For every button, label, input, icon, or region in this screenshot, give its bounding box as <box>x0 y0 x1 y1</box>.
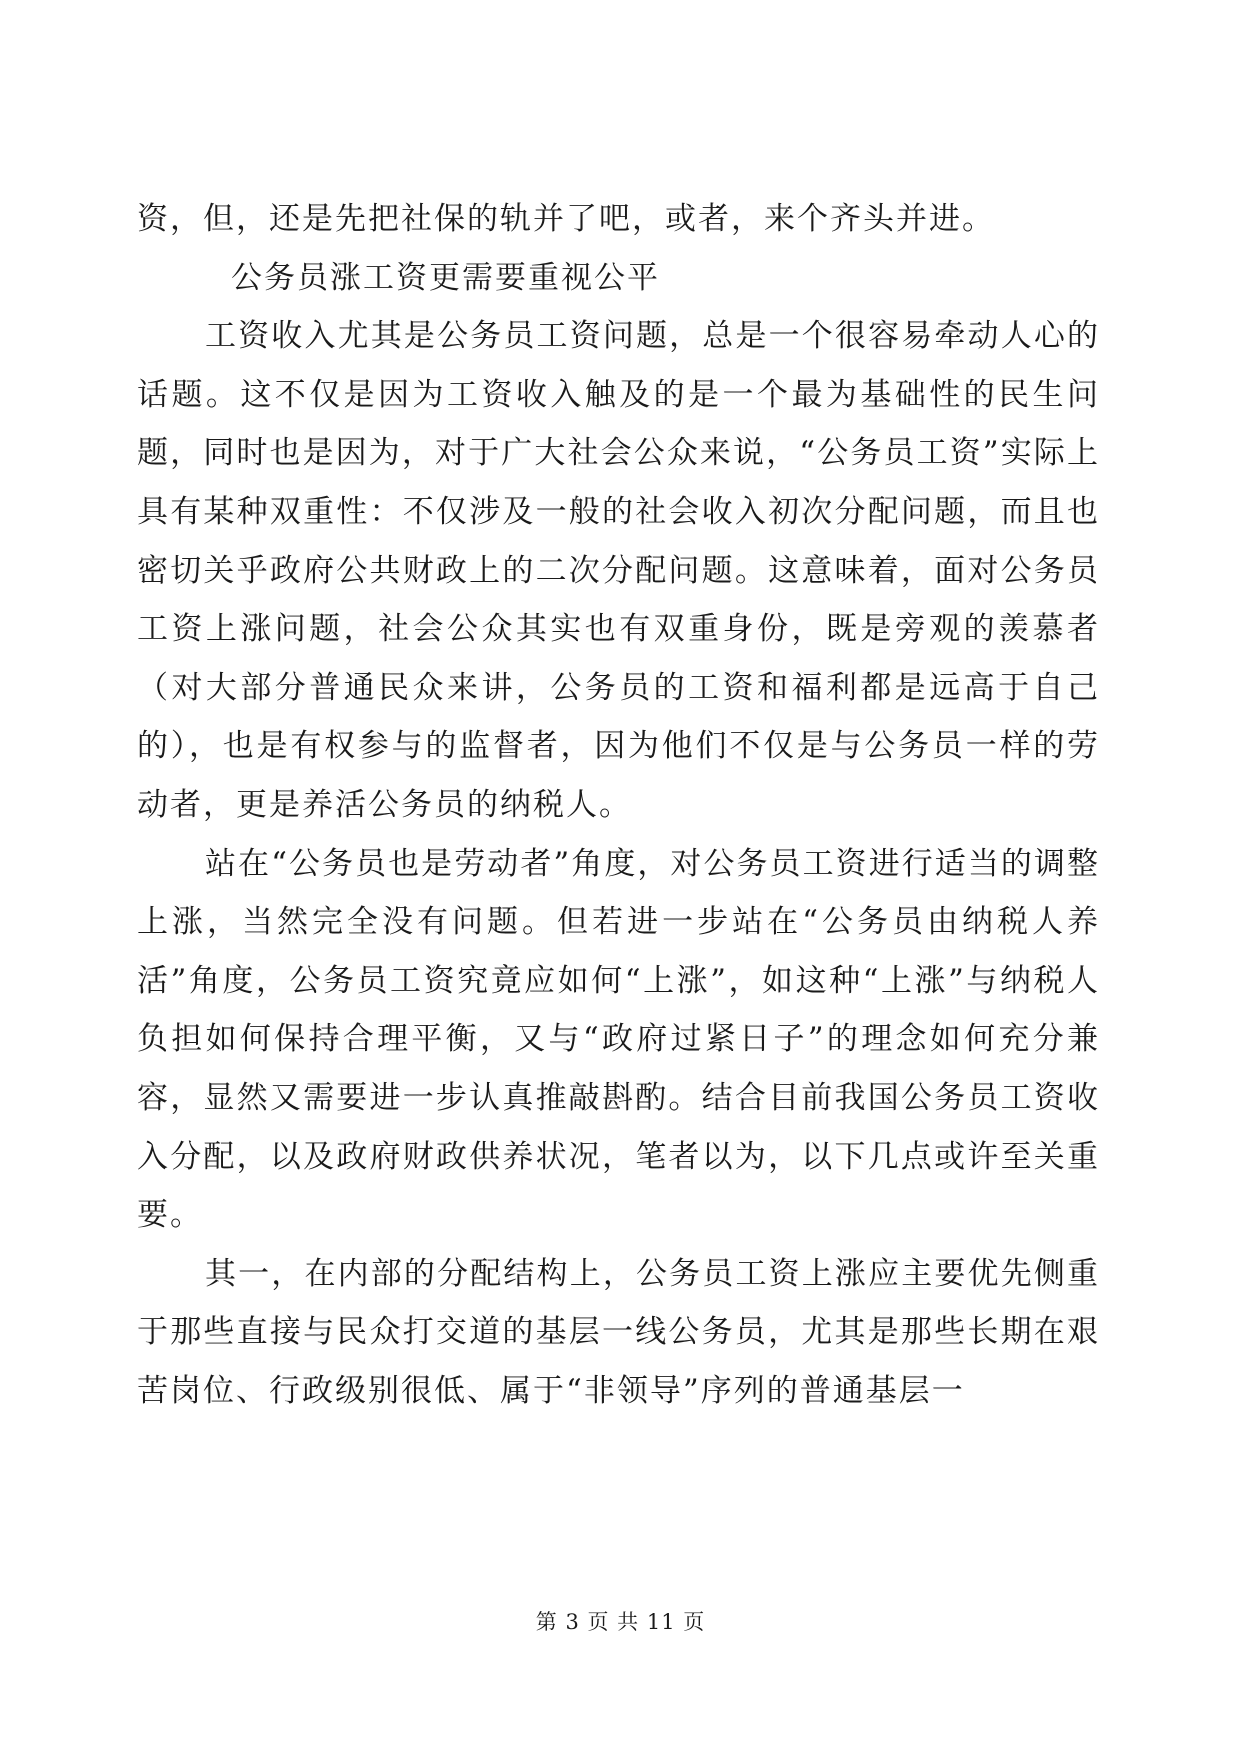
body-paragraph-3: 其一，在内部的分配结构上，公务员工资上涨应主要优先侧重于那些直接与民众打交道的基层一线公务员，尤其是那些长期在艰苦岗位、行政级别很低、属于“非领导”序列的普通基层一 <box>137 1255 1100 1409</box>
continuation-paragraph: 资，但，还是先把社保的轨并了吧，或者，来个齐头并进。 <box>137 201 995 237</box>
document-body <box>137 190 1100 1420</box>
body-paragraph-2: 站在“公务员也是劳动者”角度，对公务员工资进行适当的调整上涨，当然完全没有问题。但若进一步站在“公务员由纳税人养活”角度，公务员工资究竟应如何“上涨”，如这种“上涨”与纳税人负担如何保持合理平衡，又与“政府过紧日子”的理念如何充分兼容，显然又需要进一步认真推敲斟酌。结合目前我国公务员工资收入分配，以及政府财政供养状况，笔者以为，以下几点或许至关重要。 <box>137 845 1100 1234</box>
page-footer: 第 3 页 共 11 页 <box>535 1610 706 1634</box>
body-paragraph-1: 工资收入尤其是公务员工资问题，总是一个很容易牵动人心的话题。这不仅是因为工资收入触及的是一个最为基础性的民生问题，同时也是因为，对于广大社会公众来说，“公务员工资”实际上具有某种双重性：不仅涉及一般的社会收入初次分配问题，而且也密切关乎政府公共财政上的二次分配问题。这意味着，面对公务员工资上涨问题，社会公众其实也有双重身份，既是旁观的羡慕者（对大部分普通民众来讲，公务员的工资和福利都是远高于自己的），也是有权参与的监督者，因为他们不仅是与公务员一样的劳动者，更是养活公务员的纳税人。 <box>137 318 1100 823</box>
section-heading: 公务员涨工资更需要重视公平 <box>231 259 660 296</box>
